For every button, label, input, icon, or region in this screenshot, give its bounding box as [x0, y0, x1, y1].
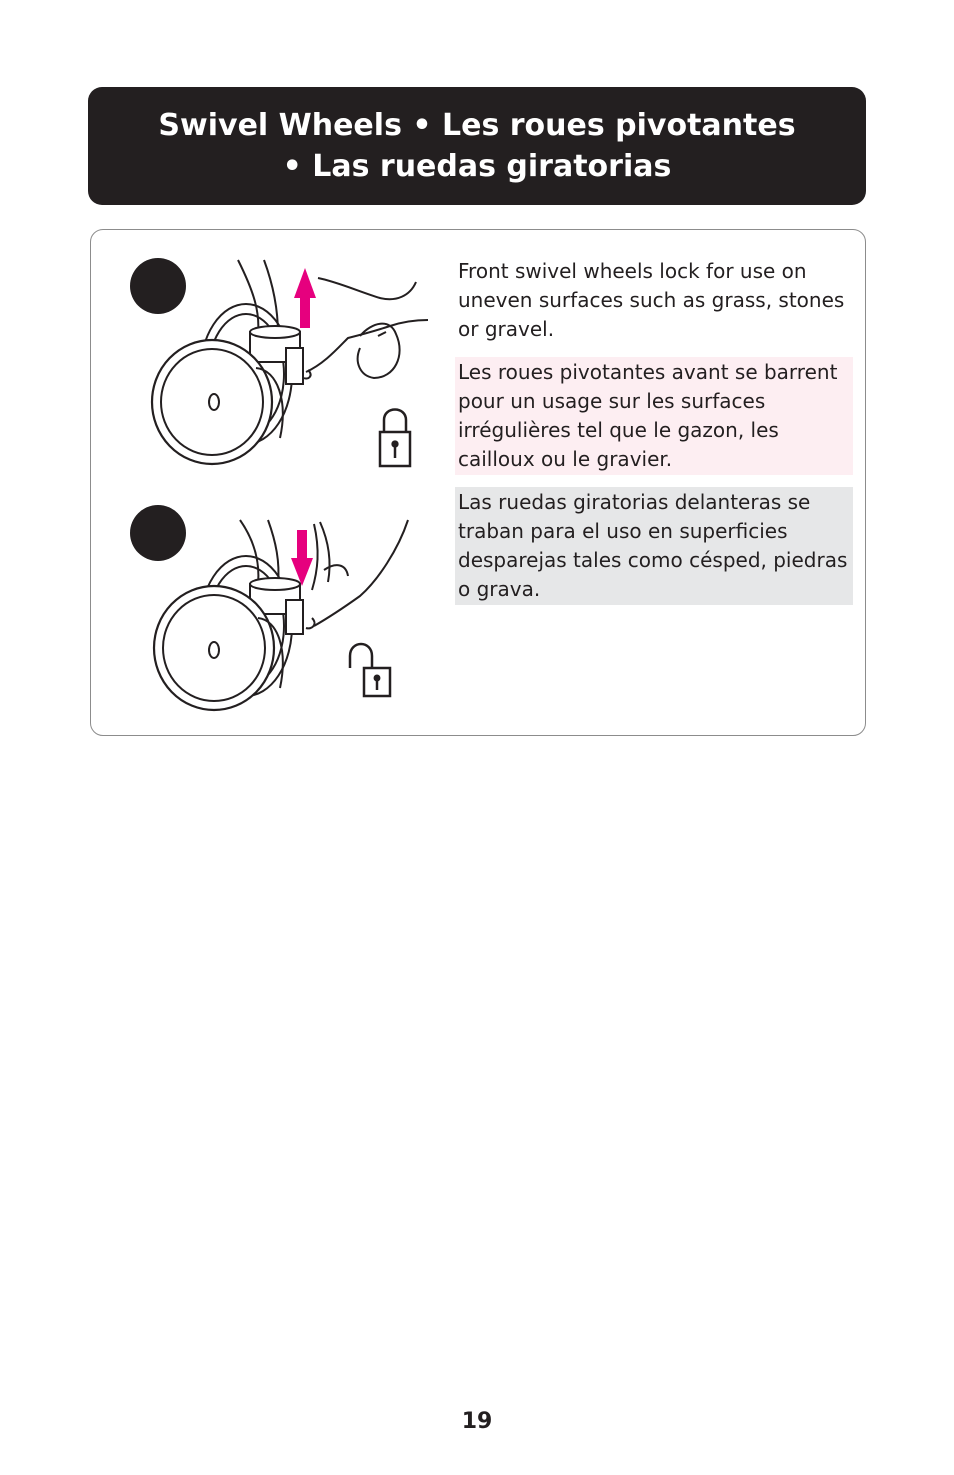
lock-closed-icon — [380, 410, 410, 467]
instruction-text-english: Front swivel wheels lock for use on uneven surfaces such as grass, stones or gravel. — [458, 259, 845, 341]
lock-open-icon — [350, 644, 390, 696]
page-number: 19 — [461, 1409, 493, 1434]
step-1-illustration — [128, 252, 444, 482]
step-2-marker — [130, 505, 186, 561]
section-title-line-2: • Las ruedas giratorias — [282, 149, 672, 184]
arrow-down-icon — [297, 530, 307, 562]
step-1-marker — [130, 258, 186, 314]
section-title-line-1: Swivel Wheels • Les roues pivotantes — [158, 108, 796, 143]
step-2-illustration — [128, 500, 444, 730]
wheel-lock-illustration — [128, 252, 444, 482]
instruction-text-french: Les roues pivotantes avant se barrent pour un usage sur les surfaces irrégulières tel que le gazon, les cailloux ou le gravier. — [455, 357, 853, 475]
section-header — [88, 87, 866, 205]
wheel-unlock-illustration — [128, 500, 444, 730]
instruction-text-spanish: Las ruedas giratorias delanteras se traban para el uso en superficies desparejas tales como césped, piedras o grava. — [455, 487, 853, 605]
arrow-up-icon — [300, 296, 310, 328]
